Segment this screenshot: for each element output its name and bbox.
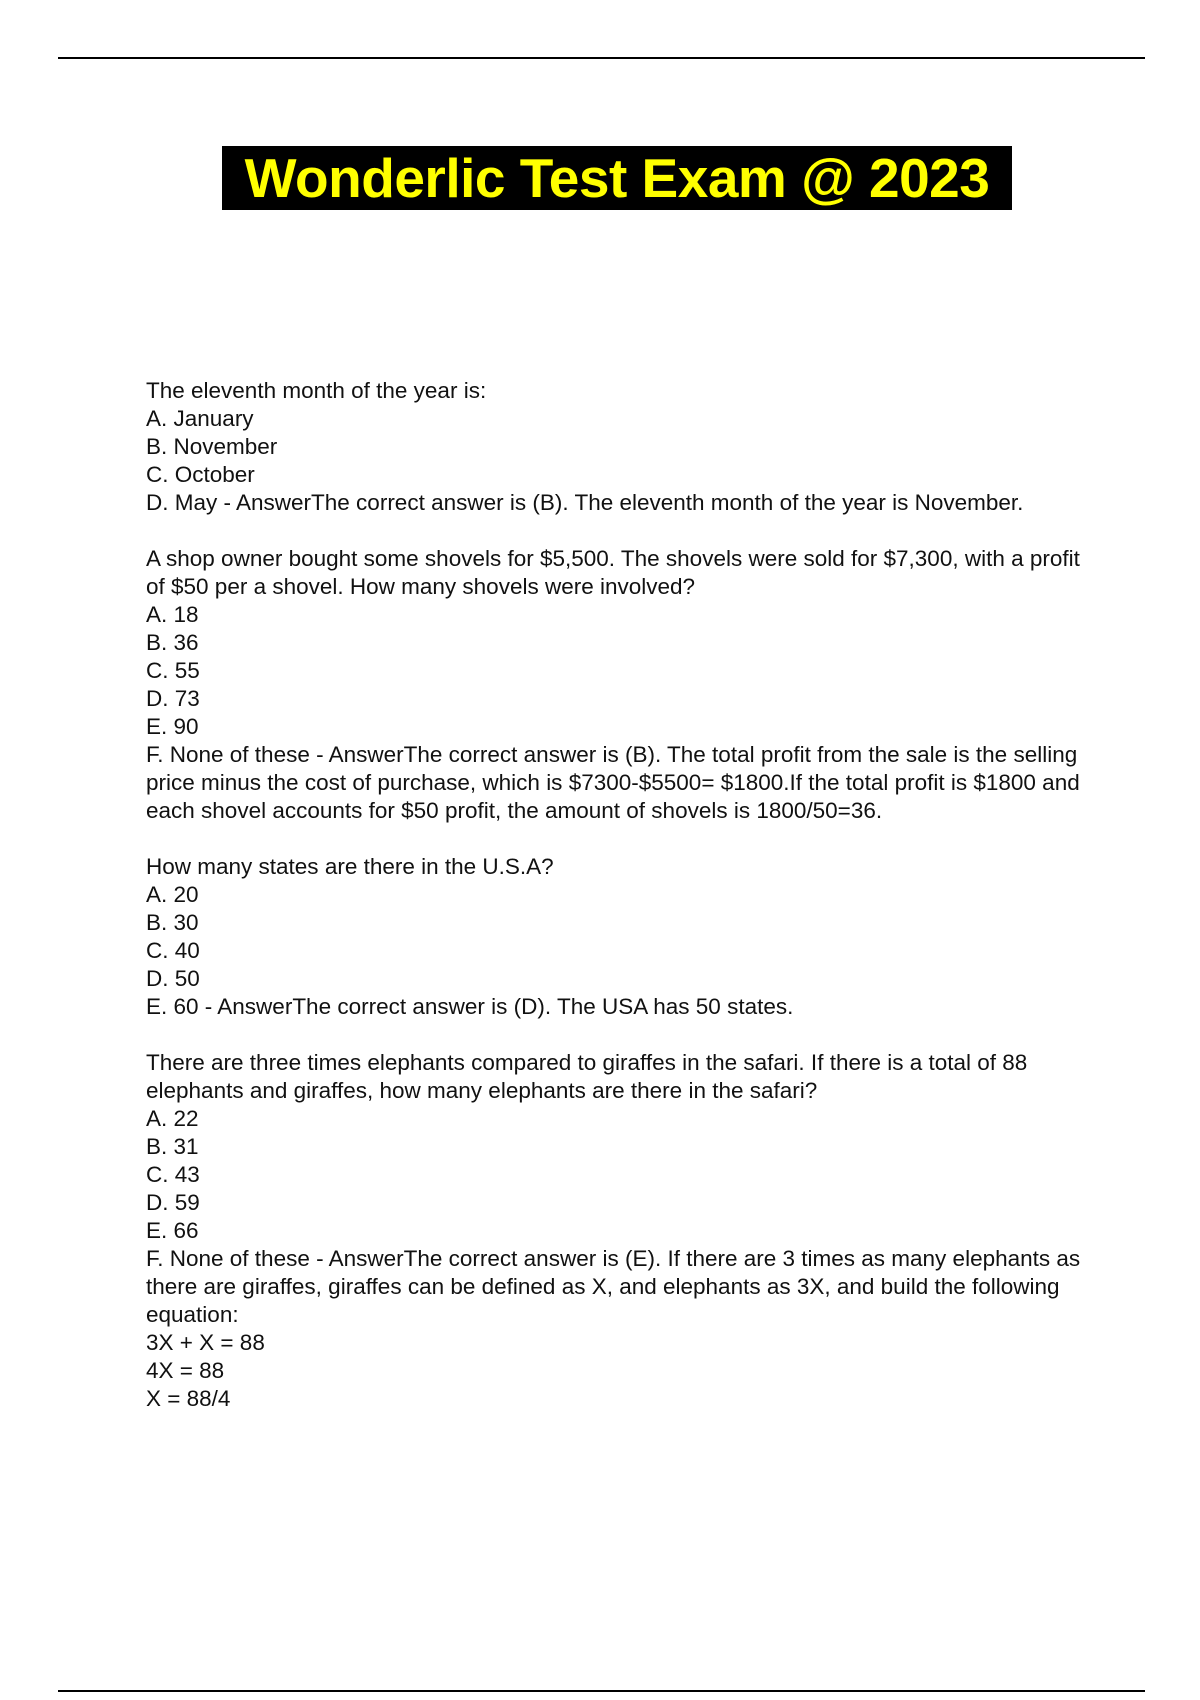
question-4-option-d: D. 59 <box>146 1190 200 1215</box>
question-4-option-a: A. 22 <box>146 1106 199 1131</box>
question-1-answer: D. May - AnswerThe correct answer is (B). The eleventh month of the year is November. <box>146 490 1024 515</box>
question-1-option-b: B. November <box>146 434 278 459</box>
question-4-option-b: B. 31 <box>146 1134 199 1159</box>
question-1-prompt: The eleventh month of the year is: <box>146 378 487 403</box>
title-banner <box>222 146 1012 210</box>
question-1 <box>146 377 1092 517</box>
question-3-option-d: D. 50 <box>146 966 200 991</box>
question-3 <box>146 853 1092 1021</box>
question-2-option-a: A. 18 <box>146 602 199 627</box>
bottom-divider <box>58 1690 1145 1692</box>
question-2-option-b: B. 36 <box>146 630 199 655</box>
question-4 <box>146 1049 1092 1413</box>
question-1-option-a: A. January <box>146 406 254 431</box>
question-3-prompt: How many states are there in the U.S.A? <box>146 854 554 879</box>
document-title: Wonderlic Test Exam @ 2023 <box>244 146 990 209</box>
question-4-equation-2: 4X = 88 <box>146 1358 225 1383</box>
question-4-equation-3: X = 88/4 <box>146 1386 231 1411</box>
question-4-prompt: There are three times elephants compared to giraffes in the safari. If there is a total of 88 elephants and giraffes, how many elephants are there in the safari? <box>146 1050 1028 1103</box>
question-2-answer: F. None of these - AnswerThe correct answer is (B). The total profit from the sale is the selling price minus the cost of purchase, which is $7300-$5500= $1800.If the total profit is $1800 and each shovel accounts for $50 profit, the amount of shovels is 1800/50=36. <box>146 742 1080 823</box>
question-4-equation-1: 3X + X = 88 <box>146 1330 265 1355</box>
question-2-option-d: D. 73 <box>146 686 200 711</box>
question-2-option-e: E. 90 <box>146 714 199 739</box>
question-2 <box>146 545 1092 825</box>
question-3-answer: E. 60 - AnswerThe correct answer is (D). The USA has 50 states. <box>146 994 794 1019</box>
question-2-prompt: A shop owner bought some shovels for $5,500. The shovels were sold for $7,300, with a profit of $50 per a shovel. How many shovels were involved? <box>146 546 1080 599</box>
question-3-option-b: B. 30 <box>146 910 199 935</box>
top-divider <box>58 57 1145 59</box>
question-2-option-c: C. 55 <box>146 658 200 683</box>
question-3-option-a: A. 20 <box>146 882 199 907</box>
question-4-option-e: E. 66 <box>146 1218 199 1243</box>
question-list <box>146 377 1092 1441</box>
question-4-option-c: C. 43 <box>146 1162 200 1187</box>
question-1-option-c: C. October <box>146 462 255 487</box>
question-3-option-c: C. 40 <box>146 938 200 963</box>
question-4-answer: F. None of these - AnswerThe correct answer is (E). If there are 3 times as many elephants as there are giraffes, giraffes can be defined as X, and elephants as 3X, and build the following equation: <box>146 1246 1081 1327</box>
